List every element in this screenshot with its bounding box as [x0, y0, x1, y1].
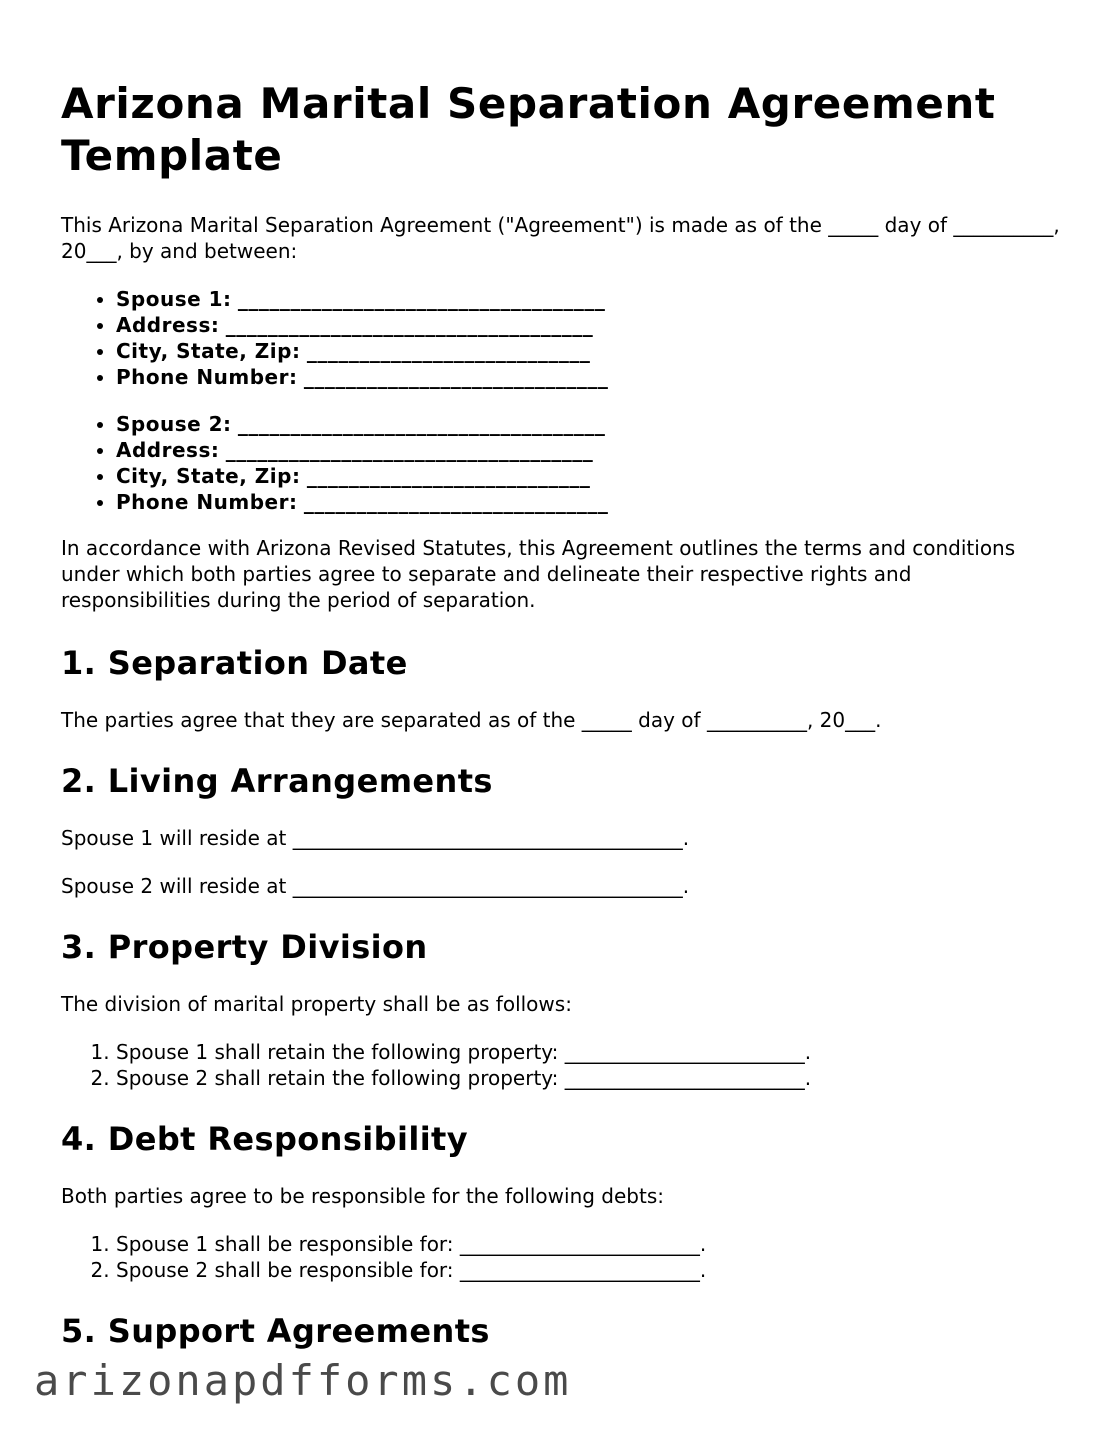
field-label: Spouse 2: [116, 412, 232, 436]
field-blank: _____________________________ [303, 490, 609, 514]
list-item: 1. Spouse 1 shall retain the following property: ________________________. [116, 1039, 1061, 1065]
section-heading-living-arrangements: 2. Living Arrangements [61, 762, 493, 800]
purpose-paragraph: In accordance with Arizona Revised Statutes, this Agreement outlines the terms and conditions under which both parties agree to separate and delineate their respective rights and responsibilities during the period of separation. [61, 536, 1016, 612]
living-spouse-1: Spouse 1 will reside at _______________________________________. [61, 826, 690, 850]
property-list [61, 1039, 1061, 1091]
property-intro: The division of marital property shall be as follows: [61, 992, 572, 1016]
list-item: 1. Spouse 1 shall be responsible for: ________________________. [116, 1231, 1061, 1257]
list-item [116, 489, 1061, 515]
site-watermark: arizonapdfforms.com [34, 1356, 572, 1405]
field-blank: ___________________________________ [225, 313, 594, 337]
field-blank: ___________________________________ [237, 287, 606, 311]
list-item [116, 364, 1061, 390]
field-label: Address: [116, 313, 220, 337]
section-heading-separation-date: 1. Separation Date [61, 644, 408, 682]
separation-date-text: The parties agree that they are separated as of the _____ day of __________, 20___. [61, 708, 882, 732]
spouse-2-details [61, 411, 1061, 515]
debt-intro: Both parties agree to be responsible for the following debts: [61, 1184, 664, 1208]
document-page [61, 78, 1061, 1351]
list-item [116, 463, 1061, 489]
field-blank: _____________________________ [303, 365, 609, 389]
field-label: Phone Number: [116, 365, 298, 389]
list-item: 2. Spouse 2 shall be responsible for: ________________________. [116, 1257, 1061, 1283]
document-title: Arizona Marital Separation Agreement Template [61, 79, 996, 180]
list-item [116, 338, 1061, 364]
field-label: City, State, Zip: [116, 464, 301, 488]
list-item: 2. Spouse 2 shall retain the following property: ________________________. [116, 1065, 1061, 1091]
intro-paragraph: This Arizona Marital Separation Agreement ("Agreement") is made as of the _____ day of __________, 20___, by and between: [61, 213, 1060, 263]
spouse-1-details [61, 286, 1061, 390]
section-heading-debt-responsibility: 4. Debt Responsibility [61, 1120, 469, 1158]
list-item [116, 411, 1061, 437]
section-heading-support-agreements: 5. Support Agreements [61, 1312, 490, 1350]
list-item [116, 286, 1061, 312]
list-item [116, 437, 1061, 463]
section-heading-property-division: 3. Property Division [61, 928, 428, 966]
field-label: Address: [116, 438, 220, 462]
field-label: Spouse 1: [116, 287, 232, 311]
list-item [116, 312, 1061, 338]
field-blank: ___________________________ [306, 464, 591, 488]
living-spouse-2: Spouse 2 will reside at _______________________________________. [61, 874, 690, 898]
field-label: Phone Number: [116, 490, 298, 514]
field-blank: ___________________________ [306, 339, 591, 363]
field-blank: ___________________________________ [225, 438, 594, 462]
field-blank: ___________________________________ [237, 412, 606, 436]
field-label: City, State, Zip: [116, 339, 301, 363]
debt-list [61, 1231, 1061, 1283]
